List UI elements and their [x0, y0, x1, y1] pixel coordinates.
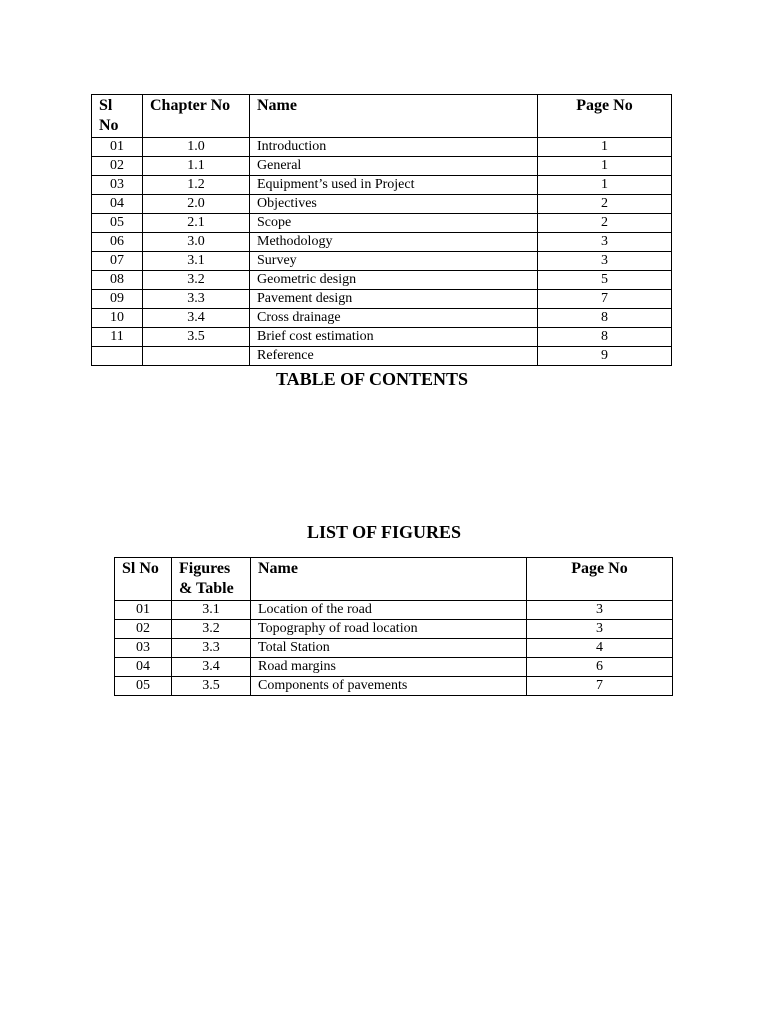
toc-cell-sl-no: 01: [92, 138, 143, 157]
toc-cell-page-no: 5: [538, 271, 672, 290]
lof-cell-sl-no: 01: [115, 601, 172, 620]
toc-cell-number: 3.3: [143, 290, 250, 309]
lof-header-row: [115, 558, 673, 601]
table-row: [115, 677, 673, 696]
toc-cell-sl-no: 08: [92, 271, 143, 290]
lof-cell-page-no: 7: [527, 677, 673, 696]
toc-header-chapter-no: Chapter No: [143, 95, 250, 138]
toc-title: TABLE OF CONTENTS: [275, 369, 469, 389]
lof-cell-name: Topography of road location: [251, 620, 527, 639]
table-of-contents: [91, 94, 672, 366]
lof-cell-sl-no: 02: [115, 620, 172, 639]
toc-cell-name: Brief cost estimation: [250, 328, 538, 347]
toc-cell-number: 2.1: [143, 214, 250, 233]
table-row: [92, 214, 672, 233]
toc-cell-page-no: 7: [538, 290, 672, 309]
toc-cell-page-no: 1: [538, 157, 672, 176]
lof-header-page-no: Page No: [527, 558, 673, 601]
list-of-figures: [114, 557, 673, 696]
toc-cell-number: 2.0: [143, 195, 250, 214]
toc-cell-sl-no: 07: [92, 252, 143, 271]
table-row: [115, 639, 673, 658]
toc-cell-sl-no: [92, 347, 143, 366]
toc-cell-page-no: 1: [538, 176, 672, 195]
table-row: [92, 252, 672, 271]
table-row: [92, 195, 672, 214]
toc-cell-page-no: 1: [538, 138, 672, 157]
toc-body: [92, 138, 672, 366]
table-row: [115, 658, 673, 677]
toc-cell-sl-no: 02: [92, 157, 143, 176]
lof-header-name: Name: [251, 558, 527, 601]
toc-cell-sl-no: 09: [92, 290, 143, 309]
toc-cell-page-no: 3: [538, 252, 672, 271]
toc-cell-number: 3.0: [143, 233, 250, 252]
toc-cell-name: Scope: [250, 214, 538, 233]
toc-cell-number: 3.4: [143, 309, 250, 328]
toc-cell-sl-no: 06: [92, 233, 143, 252]
table-row: [92, 309, 672, 328]
table-row: [115, 601, 673, 620]
lof-header-sl-no: Sl No: [115, 558, 172, 601]
toc-cell-page-no: 2: [538, 214, 672, 233]
toc-cell-number: 1.2: [143, 176, 250, 195]
toc-cell-name: Methodology: [250, 233, 538, 252]
toc-header-sl-no: Sl No: [92, 95, 143, 138]
lof-cell-name: Location of the road: [251, 601, 527, 620]
toc-cell-name: Objectives: [250, 195, 538, 214]
lof-cell-number: 3.4: [172, 658, 251, 677]
table-row: [92, 271, 672, 290]
table-row: [92, 290, 672, 309]
lof-header-figures-table: Figures & Table: [172, 558, 251, 601]
toc-cell-sl-no: 10: [92, 309, 143, 328]
lof-cell-sl-no: 03: [115, 639, 172, 658]
lof-cell-page-no: 3: [527, 601, 673, 620]
toc-cell-name: Pavement design: [250, 290, 538, 309]
lof-cell-page-no: 4: [527, 639, 673, 658]
lof-cell-name: Components of pavements: [251, 677, 527, 696]
toc-cell-name: Introduction: [250, 138, 538, 157]
table-row: [92, 176, 672, 195]
list-of-figures-title: LIST OF FIGURES: [306, 522, 462, 542]
toc-header-page-no: Page No: [538, 95, 672, 138]
toc-cell-number: 1.1: [143, 157, 250, 176]
table-row: [92, 328, 672, 347]
lof-cell-number: 3.2: [172, 620, 251, 639]
toc-cell-name: Geometric design: [250, 271, 538, 290]
toc-cell-name: Equipment’s used in Project: [250, 176, 538, 195]
lof-cell-name: Road margins: [251, 658, 527, 677]
toc-cell-number: 1.0: [143, 138, 250, 157]
table-row: [92, 233, 672, 252]
toc-cell-name: Reference: [250, 347, 538, 366]
toc-cell-page-no: 8: [538, 328, 672, 347]
lof-body: [115, 601, 673, 696]
table-row: [92, 157, 672, 176]
toc-cell-sl-no: 05: [92, 214, 143, 233]
toc-cell-sl-no: 04: [92, 195, 143, 214]
toc-cell-page-no: 3: [538, 233, 672, 252]
table-row: [92, 138, 672, 157]
toc-cell-page-no: 8: [538, 309, 672, 328]
toc-cell-name: Survey: [250, 252, 538, 271]
toc-cell-sl-no: 11: [92, 328, 143, 347]
toc-cell-number: 3.5: [143, 328, 250, 347]
lof-cell-number: 3.3: [172, 639, 251, 658]
lof-cell-sl-no: 04: [115, 658, 172, 677]
table-row: [115, 620, 673, 639]
lof-cell-name: Total Station: [251, 639, 527, 658]
toc-cell-number: 3.1: [143, 252, 250, 271]
toc-cell-page-no: 9: [538, 347, 672, 366]
toc-cell-name: General: [250, 157, 538, 176]
toc-cell-sl-no: 03: [92, 176, 143, 195]
lof-cell-number: 3.1: [172, 601, 251, 620]
table-row: [92, 347, 672, 366]
toc-cell-number: [143, 347, 250, 366]
toc-header-row: [92, 95, 672, 138]
lof-cell-page-no: 6: [527, 658, 673, 677]
lof-cell-page-no: 3: [527, 620, 673, 639]
toc-cell-page-no: 2: [538, 195, 672, 214]
toc-cell-name: Cross drainage: [250, 309, 538, 328]
lof-cell-sl-no: 05: [115, 677, 172, 696]
toc-header-name: Name: [250, 95, 538, 138]
lof-cell-number: 3.5: [172, 677, 251, 696]
toc-cell-number: 3.2: [143, 271, 250, 290]
